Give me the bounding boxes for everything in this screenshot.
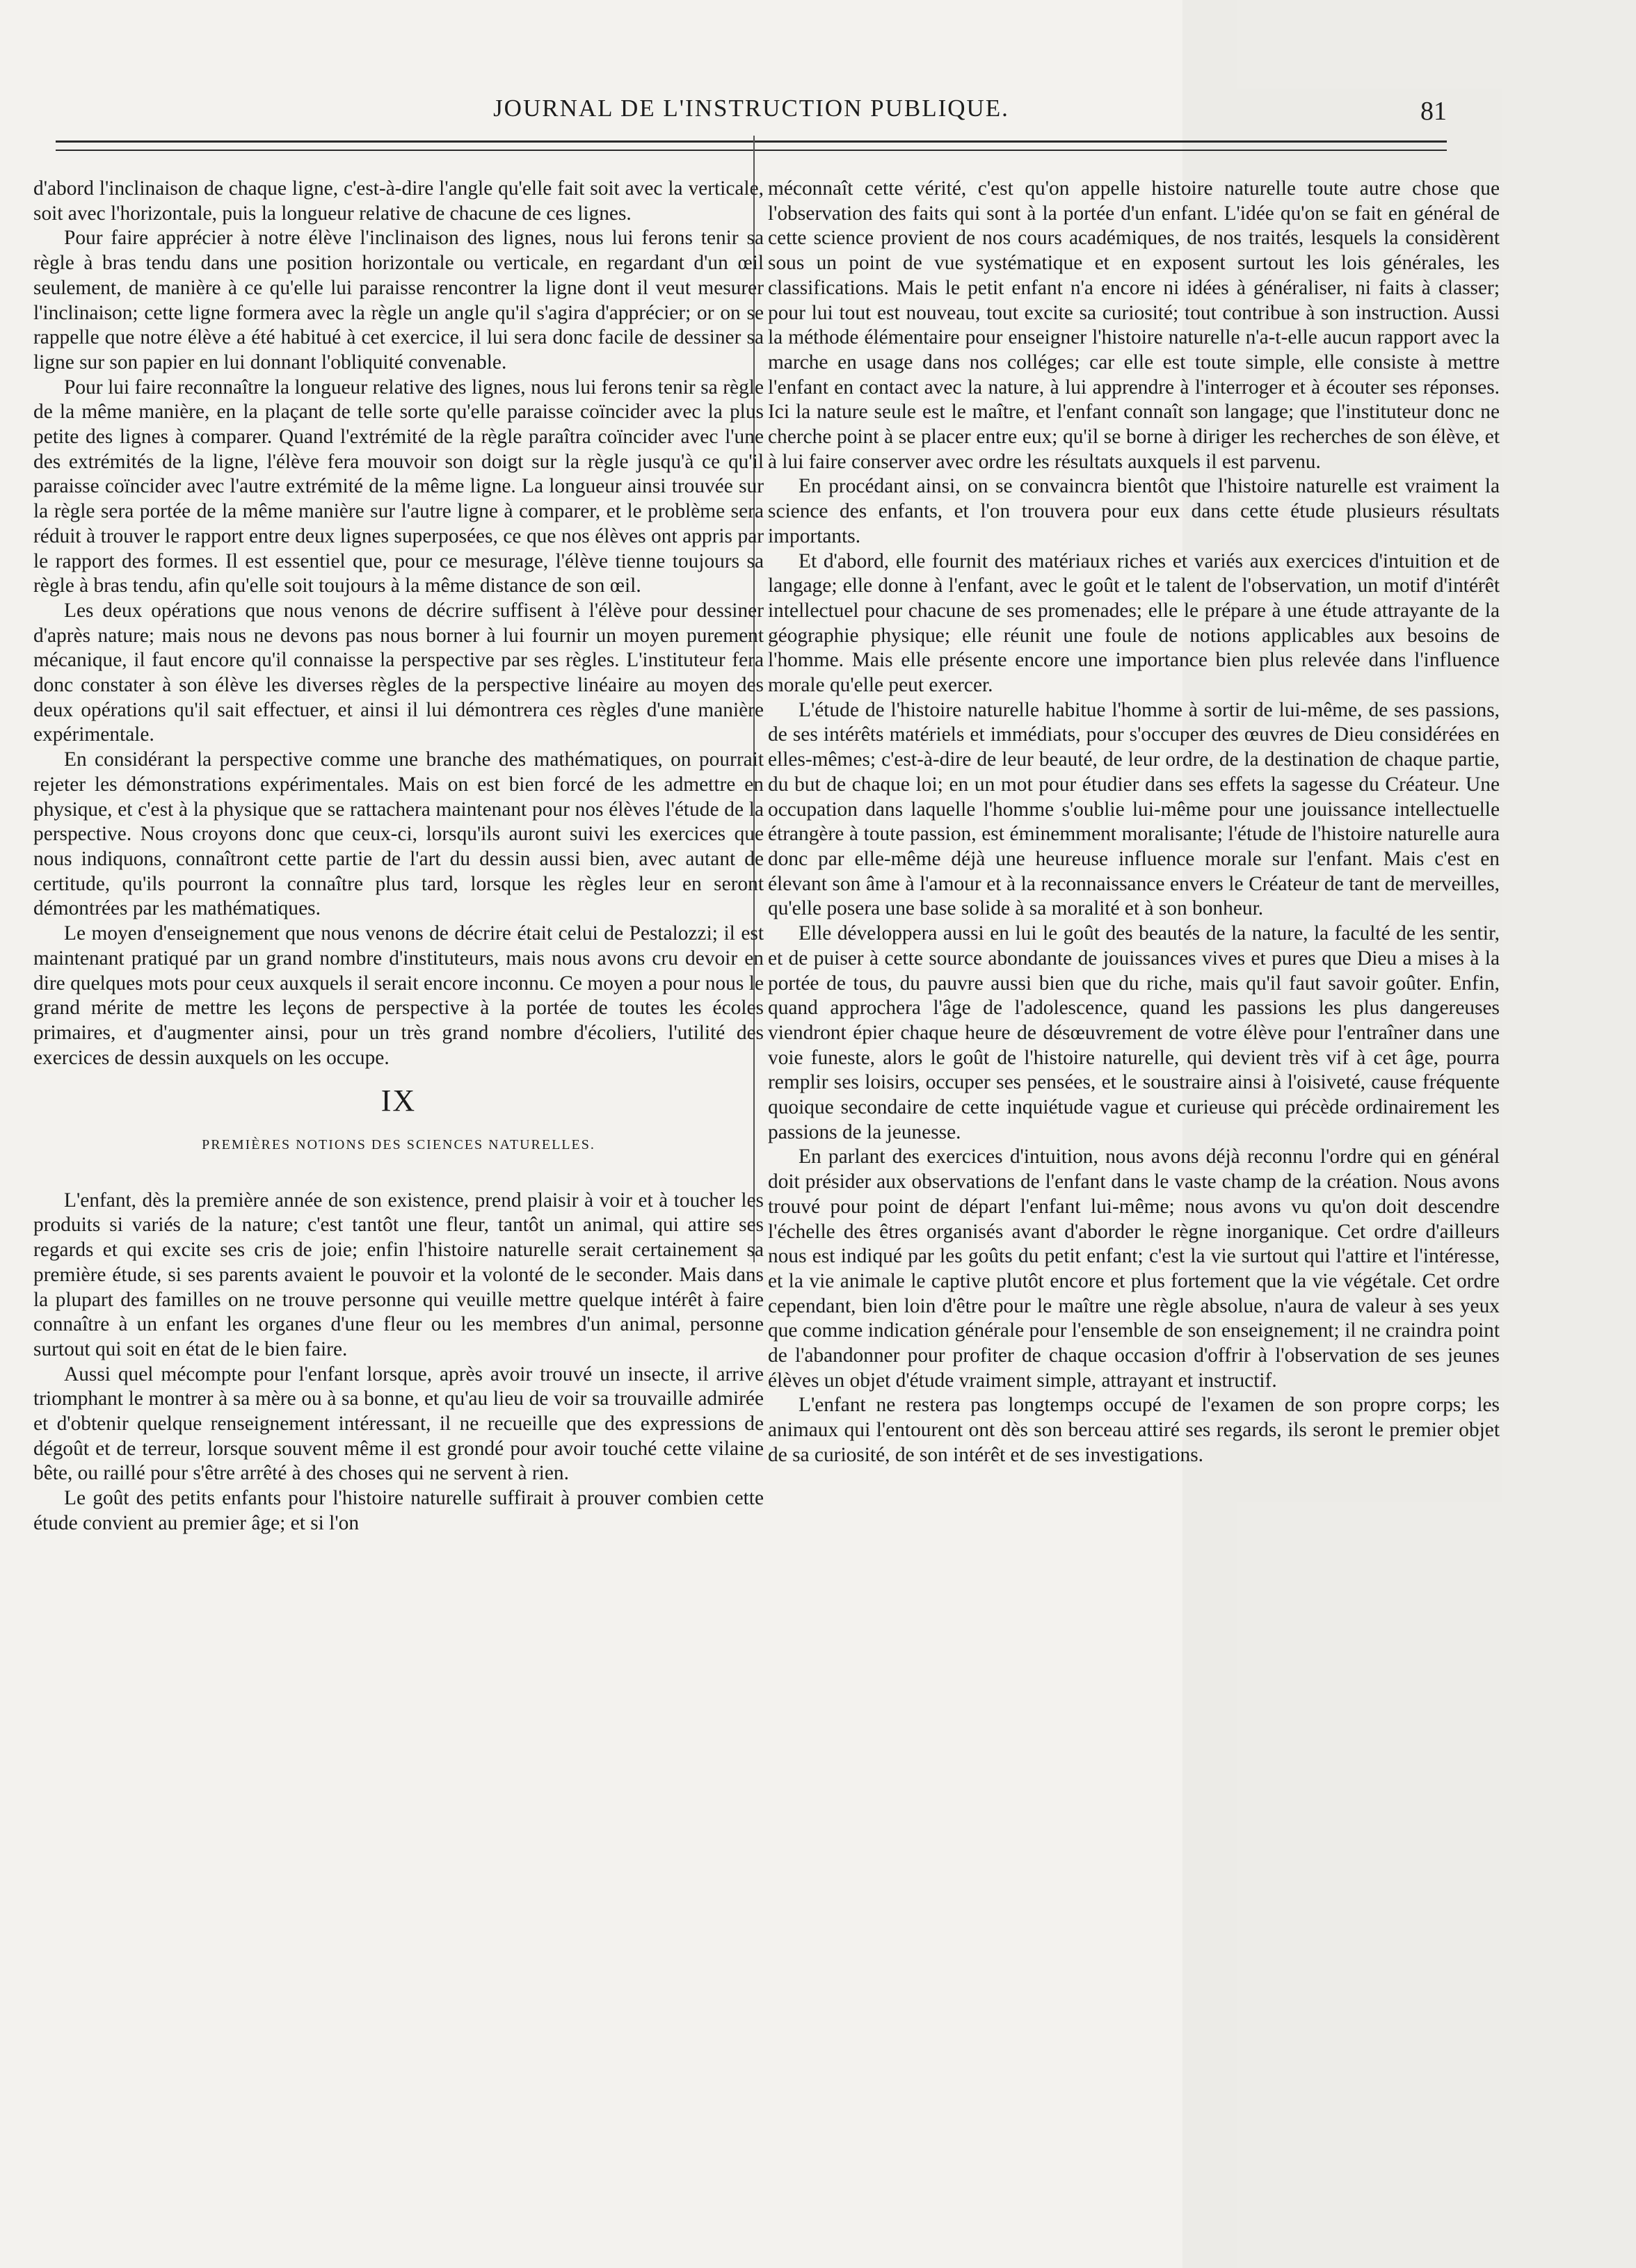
paragraph: Et d'abord, elle fournit des matériaux riches et variés aux exercices d'intuition et de langage; elle donne à l'enfant, avec le goût et le talent de l'observation, un motif d'intérêt intellectuel pour chacune de ses promenades; elle le prépare à une étude attrayante de la géographie physique; elle réunit une foule de notions applicables aux besoins de l'homme. Mais elle présente encore une importance bien plus relevée dans l'influence morale qu'elle peut exercer. (768, 549, 1500, 697)
running-title: JOURNAL DE L'INSTRUCTION PUBLIQUE. (493, 95, 1009, 122)
paragraph: méconnaît cette vérité, c'est qu'on appelle histoire naturelle toute autre chose que l'observation des faits qui sont à la portée d'un enfant. L'idée qu'on se fait en général de cette science provient de nos cours académiques, de nos traités, lesquels la considèrent sous un point de vue systématique et en exposent surtout les lois générales, les classifications. Mais le petit enfant n'a encore ni idées à généraliser, ni faits à classer; pour lui tout est nouveau, tout excite sa curiosité; tout contribue à son instruction. Aussi la méthode élémentaire pour enseigner l'histoire naturelle n'a-t-elle aucun rapport avec la marche en usage dans nos colléges; car elle est toute simple, elle consiste à mettre l'enfant en contact avec la nature, à lui apprendre à l'interroger et à écouter ses réponses. Ici la nature seule est le maître, et l'enfant connaît son langage; que l'instituteur donc ne cherche point à se placer entre eux; qu'il se borne à diriger les recherches de son élève, et à lui faire conserver avec ordre les résultats auxquels il est parvenu. (768, 177, 1500, 473)
page-header (56, 89, 1447, 131)
paragraph: Pour lui faire reconnaître la longueur relative des lignes, nous lui ferons tenir sa règle de la même manière, en la plaçant de telle sorte qu'elle paraisse coïncider avec la plus petite des lignes à comparer. Quand l'extrémité de la règle paraîtra coïncider avec l'une des extrémités de la ligne, l'élève fera mouvoir son doigt sur la règle jusqu'à ce qu'il paraisse coïncider avec l'autre extrémité de la même ligne. La longueur ainsi trouvée sur la règle sera portée de la même manière sur l'autre ligne à comparer, et le problème sera réduit à trouver le rapport entre deux lignes superposées, ce que nos élèves ont appris par le rapport des formes. Il est essentiel que, pour ce mesurage, l'élève tienne toujours sa règle à bras tendu, afin qu'elle soit toujours à la même distance de son œil. (33, 376, 764, 597)
paragraph: Le goût des petits enfants pour l'histoire naturelle suffirait à prouver combien cette étude convient au premier âge; et si l'on (33, 1487, 764, 1534)
left-column (33, 177, 764, 1536)
paragraph: Pour faire apprécier à notre élève l'inclinaison des lignes, nous lui ferons tenir sa règle à bras tendu dans une position horizontale ou verticale, en regardant d'un œil seulement, de manière à ce qu'elle lui paraisse rencontrer la ligne dont il veut mesurer l'inclinaison; cette ligne formera avec la règle un angle qu'il s'agira d'apprécier; or on se rappelle que notre élève a été habitué à cet exercice, il lui sera donc facile de dessiner sa ligne sur son papier en lui donnant l'obliquité convenable. (33, 227, 764, 373)
paragraph: En considérant la perspective comme une branche des mathématiques, on pourrait rejeter les démonstrations expérimentales. Mais on est bien forcé de les admettre en physique, et c'est à la physique que se rattachera maintenant pour nos élèves l'étude de la perspective. Nous croyons donc que ceux-ci, lorsqu'ils auront suivi les exercices que nous indiquons, connaîtront cette partie de l'art du dessin aussi bien, avec autant de certitude, qu'ils pourront la connaître plus tard, lorsque les règles leur en seront démontrées par les mathématiques. (33, 748, 764, 920)
right-column (768, 177, 1500, 1468)
header-rule (56, 140, 1447, 151)
paragraph: En procédant ainsi, on se convaincra bientôt que l'histoire naturelle est vraiment la science des enfants, et l'on trouvera pour eux dans cette étude plusieurs résultats importants. (768, 475, 1500, 547)
paragraph: L'étude de l'histoire naturelle habitue l'homme à sortir de lui-même, de ses passions, de ses intérêts matériels et immédiats, pour s'occuper des œuvres de Dieu considérées en elles-mêmes; c'est-à-dire de leur beauté, de leur ordre, de la destination de chaque partie, du but de chaque loi; en un mot pour étudier dans ses effets la sagesse du Créateur. Une occupation dans laquelle l'homme s'oublie lui-même pour une jouissance intellectuelle étrangère à toute passion, est éminemment moralisante; l'étude de l'histoire naturelle aura donc par elle-même déjà une heureuse influence morale sur l'enfant. Mais c'est en élevant son âme à l'amour et à la reconnaissance envers le Créateur de tant de merveilles, qu'elle posera une base solide à sa moralité et à son bonheur. (768, 698, 1500, 920)
paragraph: Elle développera aussi en lui le goût des beautés de la nature, la faculté de les sentir, et de puiser à cette source abondante de jouissances vives et pures que Dieu a mises à la portée de tous, du pauvre aussi bien que du riche, mais qu'il faut savoir goûter. Enfin, quand approchera l'âge de l'adolescence, quand les passions les plus dangereuses viendront épier chaque heure de désœuvrement de votre élève pour l'entraîner dans une voie funeste, alors le goût de l'histoire naturelle, qui devient très vif à cet âge, pourra remplir ses loisirs, occuper ses pensées, et le soustraire ainsi à l'oisiveté, cause fréquente quoique secondaire de cette inquiétude vague et curieuse qui précède ordinairement les passions de la jeunesse. (768, 922, 1500, 1143)
section-numeral: IX (380, 1084, 417, 1118)
page-number: 81 (1420, 97, 1447, 126)
paragraph: Aussi quel mécompte pour l'enfant lorsque, après avoir trouvé un insecte, il arrive triomphant le montrer à sa mère ou à sa bonne, et qu'au lieu de voir sa trouvaille admirée et d'obtenir quelque renseignement intéressant, il ne recueille que des expressions de dégoût et de terreur, lorsque souvent même il est grondé pour avoir touché cette vilaine bête, ou raillé pour s'être arrêté à des choses qui ne servent à rien. (33, 1362, 764, 1485)
section-heading: PREMIÈRES NOTIONS DES SCIENCES NATURELLES. (202, 1137, 595, 1153)
paragraph: d'abord l'inclinaison de chaque ligne, c'est-à-dire l'angle qu'elle fait soit avec la verticale, soit avec l'horizontale, puis la longueur relative de chacune de ces lignes. (33, 177, 764, 225)
paragraph: En parlant des exercices d'intuition, nous avons déjà reconnu l'ordre qui en général doit présider aux observations de l'enfant dans le vaste champ de la création. Nous avons trouvé pour point de départ l'enfant lui-même; nous avons vu qu'on doit descendre l'échelle des êtres organisés avant d'aborder le règne inorganique. Cet ordre d'ailleurs nous est indiqué par les goûts du petit enfant; c'est la vie surtout qui l'attire et l'intéresse, et la vie animale le captive plutôt encore et plus fortement que la vie végétale. Cet ordre cependant, bien loin d'être pour le maître une règle absolue, n'aura de valeur à ses yeux que comme indication générale pour l'ensemble de son enseignement; il ne craindra point de l'abandonner pour profiter de chaque occasion d'offrir à l'observation de ses jeunes élèves un objet d'étude vraiment simple, attrayant et instructif. (768, 1145, 1500, 1392)
paragraph: L'enfant, dès la première année de son existence, prend plaisir à voir et à toucher les produits si variés de la nature; c'est tantôt une fleur, tantôt un animal, qui attire ses regards et qui excite ses cris de joie; enfin l'histoire naturelle serait certainement sa première étude, si ses parents avaient le pouvoir et la volonté de le seconder. Mais dans la plupart des familles on ne trouve personne qui veuille mettre quelque intérêt à faire connaître à un enfant les organes d'une fleur ou les membres d'un animal, personne surtout qui soit en état de le bien faire. (33, 1189, 764, 1360)
paragraph: L'enfant ne restera pas longtemps occupé de l'examen de son propre corps; les animaux qui l'entourent ont dès son berceau attiré ses regards, ils seront le premier objet de sa curiosité, de son intérêt et de ses investigations. (768, 1394, 1500, 1466)
paragraph: Les deux opérations que nous venons de décrire suffisent à l'élève pour dessiner d'après nature; mais nous ne devons pas nous borner à lui fournir un moyen purement mécanique, il faut encore qu'il connaisse la perspective par ses règles. L'instituteur fera donc constater à son élève les diverses règles de la perspective linéaire au moyen des deux opérations qu'il sait effectuer, et ainsi il lui démontrera ces règles d'une manière expérimentale. (33, 599, 764, 746)
paragraph: Le moyen d'enseignement que nous venons de décrire était celui de Pestalozzi; il est maintenant pratiqué par un grand nombre d'instituteurs, mais nous avons cru devoir en dire quelques mots pour ceux auxquels il serait encore inconnu. Ce moyen a pour nous le grand mérite de mettre les leçons de perspective à la portée de toutes les écoles primaires, et d'augmenter ainsi, pour un très grand nombre d'écoliers, l'utilité des exercices de dessin auxquels on les occupe. (33, 922, 764, 1069)
